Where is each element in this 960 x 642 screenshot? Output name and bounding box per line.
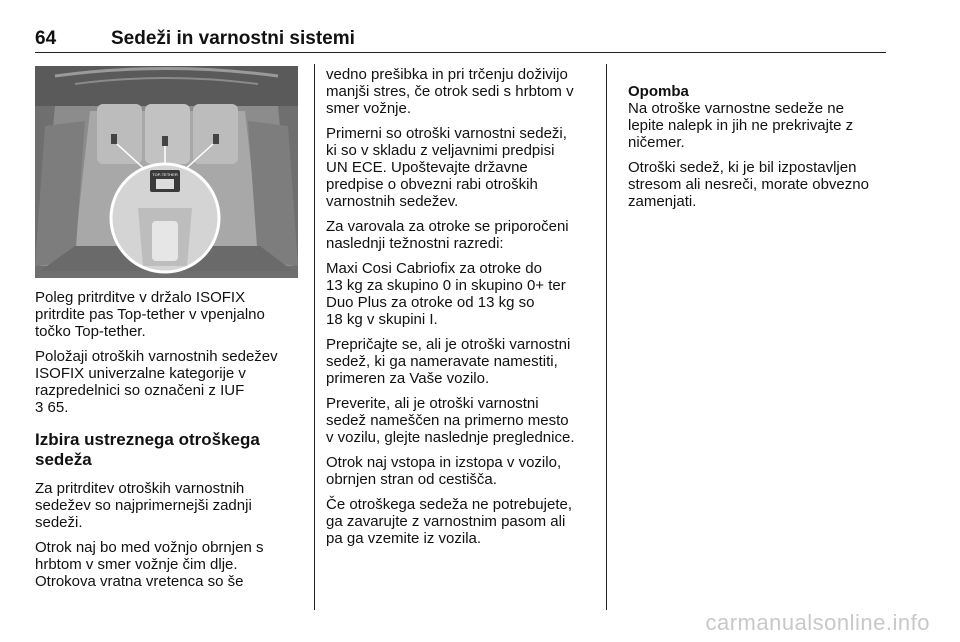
paragraph-rear-facing: Otrok naj bo med vožnjo obrnjen s hrbtom v smer vožnje čim dlje. Otrokova vratna vretenca so še bbox=[35, 539, 264, 590]
watermark: carmanualsonline.info bbox=[705, 610, 930, 635]
paragraph-secure-seat: Če otroškega sedeža ne potrebujete, ga zavarujte z varnostnim pasom ali pa ga vzemite iz vozila. bbox=[326, 496, 572, 547]
note-block bbox=[628, 66, 893, 151]
section-heading: Izbira ustreznega otroškega sedeža bbox=[35, 430, 260, 469]
paragraph-continuation: vedno prešibka in pri trčenju doživijo manjši stres, če otrok sedi s hrbtom v smer vožnje. bbox=[326, 66, 574, 117]
page-header bbox=[35, 28, 885, 52]
page-number: 64 bbox=[35, 28, 57, 49]
column-middle bbox=[326, 66, 601, 555]
chapter-title: Sedeži in varnostni sistemi bbox=[111, 28, 355, 49]
header-divider bbox=[35, 52, 886, 53]
column-divider-2 bbox=[606, 64, 607, 610]
paragraph-check-position: Preverite, ali je otroški varnostni sedež nameščen na primerno mesto v vozilu, glejte naslednje preglednice. bbox=[326, 395, 575, 446]
paragraph-un-ece: Primerni so otroški varnostni sedeži, ki so v skladu z veljavnimi predpisi UN ECE. Upoštevajte državne predpise o obvezni rabi otroških varnostnih sedežev. bbox=[326, 125, 567, 210]
car-trunk-image bbox=[35, 66, 298, 278]
column-left bbox=[35, 289, 305, 598]
paragraph-maxi-cosi: Maxi Cosi Cabriofix za otroke do 13 kg za skupino 0 in skupino 0+ ter Duo Plus za otroke od 13 kg so 18 kg v skupini I. bbox=[326, 260, 566, 328]
trunk-isofix-illustration bbox=[35, 66, 298, 278]
paragraph-rear-seats: Za pritrditev otroških varnostnih sedežev so najprimernejši zadnji sedeži. bbox=[35, 480, 252, 531]
note-text: Na otroške varnostne sedeže ne lepite nalepk in jih ne prekrivajte z ničemer. bbox=[628, 100, 854, 151]
paragraph-check-suitable: Prepričajte se, ali je otroški varnostni sedež, ki ga nameravate namestiti, primeren za Vaše vozilo. bbox=[326, 336, 571, 387]
paragraph-weight-classes: Za varovala za otroke se priporočeni naslednji težnostni razredi: bbox=[326, 218, 569, 252]
column-right bbox=[628, 66, 893, 218]
column-divider-1 bbox=[314, 64, 315, 610]
paragraph-replace-seat: Otroški sedež, ki je bil izpostavljen stresom ali nesreči, morate obvezno zamenjati. bbox=[628, 159, 869, 210]
top-tether-badge-text: TOP-TETHER bbox=[152, 172, 178, 177]
paragraph-enter-exit: Otrok naj vstopa in izstopa v vozilo, obrnjen stran od cestišča. bbox=[326, 454, 562, 488]
note-title: Opomba bbox=[628, 83, 689, 100]
paragraph-isofix-positions: Položaji otroških varnostnih sedežev ISOFIX univerzalne kategorije v razpredelnici so označeni z IUF 3 65. bbox=[35, 348, 278, 416]
figure-caption: Poleg pritrditve v držalo ISOFIX pritrdite pas Top-tether v vpenjalno točko Top-tether. bbox=[35, 289, 265, 340]
